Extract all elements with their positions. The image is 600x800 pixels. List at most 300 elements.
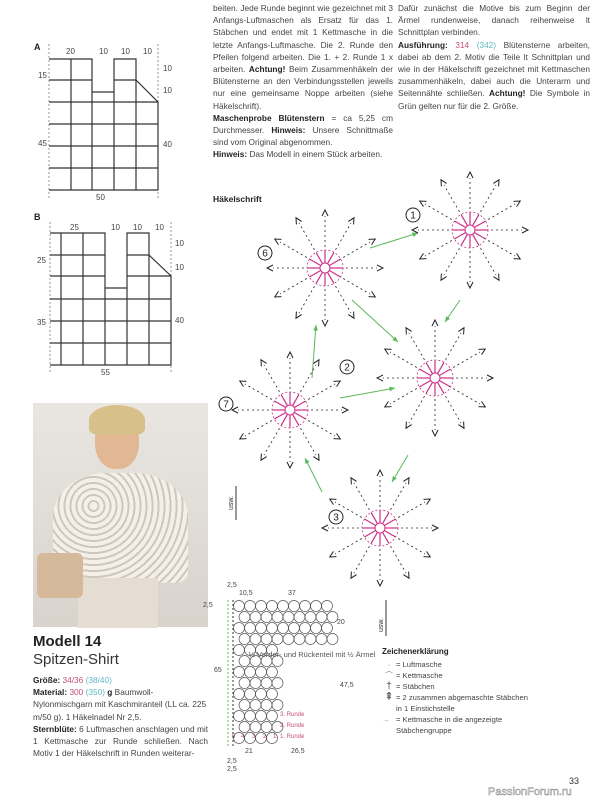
chain-spoke	[390, 352, 421, 370]
chain-spoke	[333, 223, 351, 254]
seq-number: 4	[241, 734, 245, 740]
cluster-icon	[377, 470, 383, 476]
cluster-icon	[296, 218, 302, 225]
chain-spoke	[298, 424, 316, 455]
cluster-icon	[322, 210, 328, 216]
cluster-icon	[441, 180, 447, 187]
motif-circle	[267, 711, 278, 722]
cluster-icon	[261, 360, 267, 367]
treble-stitch	[455, 233, 465, 239]
cluster-icon	[420, 201, 427, 207]
motif-circle	[305, 634, 316, 645]
motif-circle	[322, 623, 333, 634]
chain-spoke	[443, 392, 461, 423]
chain-spoke	[299, 223, 317, 254]
legend-item: † = Stäbchen	[382, 681, 532, 692]
chain-spoke	[409, 333, 427, 364]
ausfuehrung-label: Ausführung:	[398, 39, 448, 50]
motif-circle	[256, 623, 267, 634]
chain-spoke	[333, 282, 351, 313]
dim-label: 40	[163, 140, 172, 149]
dim-label: 35	[37, 318, 46, 327]
cluster-icon	[467, 172, 473, 178]
motif-circle	[322, 601, 333, 612]
dim-label: 45	[38, 139, 47, 148]
chain-spoke	[443, 333, 461, 364]
motif-circle	[316, 634, 327, 645]
round-label: 1. Runde	[280, 734, 305, 740]
motif-circle	[316, 612, 327, 623]
maschenprobe-label: Maschenprobe Blütenstern	[213, 112, 325, 123]
cluster-icon	[441, 274, 447, 281]
achtung-label: Achtung!	[248, 64, 286, 75]
treble-stitch	[438, 363, 444, 373]
chain-spoke	[484, 204, 515, 222]
chain-spoke	[264, 365, 282, 396]
chain-spoke	[304, 384, 335, 402]
treble-stitch	[439, 370, 449, 376]
cluster-icon	[377, 375, 383, 381]
cluster-icon	[412, 227, 418, 233]
hinweis-label: Hinweis:	[271, 125, 306, 136]
dim-label: 2,5	[227, 582, 237, 589]
treble-stitch	[384, 520, 394, 526]
legend-title: Zeichenerklärung	[382, 647, 449, 656]
motif-circle	[256, 667, 267, 678]
treble-stitch	[365, 531, 375, 537]
motif-circle	[267, 689, 278, 700]
motif-number: 2	[344, 362, 350, 374]
legend-item: → = Kettmasche in die angezeigte Stäbchengruppe	[382, 715, 503, 735]
cluster-icon	[296, 312, 302, 319]
crochet-chart-title: Häkelschrift	[213, 194, 262, 204]
cluster-icon	[275, 239, 282, 245]
motif-circle	[239, 678, 250, 689]
round-label: 2. Runde	[280, 723, 305, 729]
cluster-icon	[287, 462, 293, 468]
cluster-icon	[261, 454, 267, 461]
seq-number: 2	[263, 734, 267, 740]
chain-spoke	[484, 238, 515, 256]
cluster-icon	[330, 499, 337, 505]
chain-spoke	[409, 392, 427, 423]
chain-spoke	[425, 238, 456, 256]
schematic-b-label: B	[34, 212, 41, 222]
treble-stitch	[384, 531, 394, 537]
treble-stitch	[427, 382, 433, 392]
treble-stitch	[455, 222, 465, 228]
cluster-icon	[479, 401, 486, 407]
treble-stitch	[317, 253, 323, 263]
chain-spoke	[478, 244, 496, 275]
cluster-icon	[493, 274, 499, 281]
dim-label: 10	[163, 86, 172, 95]
maschenprobe-text: = ca 5,25 cm Durchmesser.	[213, 112, 393, 136]
treble-stitch	[275, 413, 285, 419]
chain-spoke	[298, 365, 316, 396]
treble-stitch	[275, 402, 285, 408]
dim-label: 10	[133, 223, 142, 232]
cluster-icon	[322, 320, 328, 326]
cluster-icon	[348, 218, 354, 225]
arc-icon: ⌒	[385, 671, 393, 680]
cluster-icon	[487, 375, 493, 381]
model-details	[33, 674, 208, 759]
cluster-icon	[403, 478, 409, 485]
motif-circle	[272, 678, 283, 689]
motif-circle	[289, 601, 300, 612]
motif-circle	[234, 689, 245, 700]
dim-label: 10	[175, 263, 184, 272]
cluster-icon: ⇞	[384, 691, 394, 703]
dot-icon: ·	[387, 660, 391, 669]
motif-circle	[250, 722, 261, 733]
center-ring	[465, 225, 475, 235]
motif-circle	[239, 700, 250, 711]
motif-circle	[239, 612, 250, 623]
sternbluete-label: Sternblüte:	[33, 723, 77, 734]
cluster-icon	[334, 381, 341, 387]
dim-label: 10	[121, 47, 130, 56]
motif-circle	[234, 623, 245, 634]
treble-stitch	[473, 215, 479, 225]
treble-stitch	[473, 234, 479, 244]
treble-stitch	[328, 253, 334, 263]
cluster-icon	[406, 328, 412, 335]
chain-spoke	[444, 244, 462, 275]
motif-circle	[311, 623, 322, 634]
model-title: Modell 14	[33, 633, 102, 650]
chain-spoke	[394, 536, 425, 554]
dim-label: 37	[288, 590, 296, 597]
treble-stitch	[420, 381, 430, 387]
treble-stitch	[282, 414, 288, 424]
chain-spoke	[339, 276, 370, 294]
motif-circle	[234, 667, 245, 678]
motif-circle	[267, 667, 278, 678]
chain-spoke	[449, 386, 480, 404]
dim-label: 10	[175, 239, 184, 248]
motif-circle	[256, 689, 267, 700]
motif-circle	[261, 612, 272, 623]
cluster-icon	[514, 253, 521, 259]
green-connection-arrow	[305, 458, 322, 492]
motif-circle	[278, 601, 289, 612]
hinweis-text: Unsere Schnittmaße sind vom Original abgenommen.	[213, 125, 393, 148]
dim-label: 25	[70, 223, 79, 232]
motif-circle	[250, 634, 261, 645]
cluster-icon	[322, 525, 328, 531]
motif-circle	[239, 722, 250, 733]
flower-star-motif	[377, 320, 493, 436]
chain-spoke	[354, 483, 372, 514]
dim-label: 50	[96, 193, 105, 202]
usw-label: usw.	[228, 495, 235, 510]
motif-circle	[283, 634, 294, 645]
chain-spoke	[280, 276, 311, 294]
schematic-a-label: A	[34, 42, 41, 52]
cluster-icon	[342, 407, 348, 413]
arrowhead-icon	[389, 387, 395, 392]
arrowhead-icon	[313, 325, 318, 331]
cluster-icon	[458, 328, 464, 335]
chain-spoke	[304, 418, 335, 436]
treble-stitch	[439, 381, 449, 387]
instruction-text: Beim Zusammenhäkeln der Blütensterne an den Verbindungsstellen jeweils nur eine gemeinsame Noppe arbeiten (siehe Häkelschrift).	[213, 64, 394, 111]
treble-stitch	[329, 260, 339, 266]
motif-circle	[245, 689, 256, 700]
legend	[382, 646, 532, 736]
cluster-icon	[334, 433, 341, 439]
chain-spoke	[449, 352, 480, 370]
dim-label: 10	[111, 223, 120, 232]
cluster-icon	[432, 320, 438, 326]
cluster-icon	[432, 525, 438, 531]
seq-number: 1	[273, 734, 277, 740]
motif-circle	[261, 678, 272, 689]
chain-spoke	[245, 384, 276, 402]
cluster-icon	[287, 352, 293, 358]
motif-circle	[278, 623, 289, 634]
cluster-icon	[267, 265, 273, 271]
size1: 34/36	[62, 675, 84, 685]
material-unit: g	[107, 687, 113, 698]
arrowhead-icon	[445, 316, 450, 322]
layout-caption: ½ Vorder- und Rückenteil mit ½ Ärmel	[248, 650, 376, 659]
flower-star-motif	[412, 172, 528, 288]
dim-label: 2,5	[227, 758, 237, 765]
chain-spoke	[264, 424, 282, 455]
material-label: Material:	[33, 687, 68, 698]
dim-label: 65	[214, 667, 222, 674]
chain-spoke	[280, 242, 311, 260]
center-ring	[430, 373, 440, 383]
treble-stitch	[310, 260, 320, 266]
hinweis-label: Hinweis:	[213, 149, 248, 160]
treble-stitch	[427, 363, 433, 373]
motif-circle	[267, 623, 278, 634]
layout-chart	[200, 575, 380, 775]
page-number: 33	[569, 776, 580, 786]
treble-stitch	[293, 395, 299, 405]
dim-label: 20	[66, 47, 75, 56]
cluster-icon	[240, 433, 247, 439]
motif-circle	[300, 601, 311, 612]
chain-spoke	[354, 542, 372, 573]
dim-label: 20	[337, 619, 345, 626]
green-connection-arrow	[370, 233, 418, 248]
motif-circle	[256, 601, 267, 612]
material-amount1: 300	[69, 687, 84, 698]
motif-circle	[239, 656, 250, 667]
treble-stitch	[438, 382, 444, 392]
usw-label: usw.	[378, 617, 385, 632]
chain-spoke	[245, 418, 276, 436]
instruction-text: beiten. Jede Runde beginnt wie gezeichnet mit 3 Anfangs-Luftmaschen als Ersatz für das 1. Stäbchen und endet mit 1 Kettmasche in die letzte Anfangs-Luftmasche. Die 2. Runde den Pfeilen folgend arbeiten. Die 1. + 2. Runde 1 x arbeiten.	[213, 3, 393, 75]
dim-label: 2,5	[203, 602, 213, 609]
cluster-icon	[432, 430, 438, 436]
treble-stitch	[317, 272, 323, 282]
cluster-icon	[424, 499, 431, 505]
cluster-icon	[275, 291, 282, 297]
motif-circle	[261, 634, 272, 645]
motif-number: 1	[410, 210, 416, 222]
dim-label: 21	[245, 748, 253, 755]
motif-number: 3	[333, 512, 339, 524]
motif-circle	[250, 612, 261, 623]
seq-number: 3	[252, 734, 256, 740]
motif-circle	[245, 711, 256, 722]
count-size1: 314	[455, 39, 470, 50]
motif-circle	[261, 700, 272, 711]
motif-circle	[272, 700, 283, 711]
center-ring	[285, 405, 295, 415]
flower-star-motif	[232, 352, 348, 468]
motif-circle	[234, 711, 245, 722]
flower-star-motif	[322, 470, 438, 586]
hinweis-text: Das Modell in einem Stück arbeiten.	[249, 149, 383, 160]
chain-spoke	[335, 536, 366, 554]
cluster-icon	[458, 422, 464, 429]
dim-label: 55	[101, 368, 110, 377]
motif-circle	[327, 612, 338, 623]
watermark: PassionForum.ru	[488, 786, 572, 798]
cluster-icon	[385, 349, 392, 355]
treble-stitch	[293, 414, 299, 424]
green-connection-arrow	[312, 325, 316, 378]
motif-circle	[327, 634, 338, 645]
dim-label: 15	[38, 71, 47, 80]
treble-stitch	[294, 402, 304, 408]
treble-stitch	[365, 520, 375, 526]
count-size2: (342)	[476, 39, 497, 50]
treble-stitch	[462, 234, 468, 244]
treble-stitch	[282, 395, 288, 405]
treble-stitch	[310, 271, 320, 277]
chain-spoke	[388, 542, 406, 573]
chain-spoke	[478, 185, 496, 216]
treble-stitch	[420, 370, 430, 376]
cluster-icon	[479, 349, 486, 355]
cluster-icon	[351, 478, 357, 485]
center-ring	[320, 263, 330, 273]
dagger-icon: †	[386, 681, 392, 692]
cluster-icon	[313, 360, 319, 367]
treble-stitch	[372, 513, 378, 523]
chain-spoke	[388, 483, 406, 514]
cluster-icon	[240, 381, 247, 387]
cluster-icon	[514, 201, 521, 207]
cluster-icon	[385, 401, 392, 407]
cluster-icon	[467, 282, 473, 288]
motif-circle	[245, 623, 256, 634]
dim-label: 10,5	[239, 590, 253, 597]
sternbluete-text: 6 Luftmaschen anschlagen und mit 1 Kettmasche zur Runde schließen. Nach Motiv 1 der Häkelschrift in Runden weiterar-	[33, 723, 209, 759]
cluster-icon	[369, 239, 376, 245]
treble-stitch	[474, 233, 484, 239]
motif-circle	[300, 623, 311, 634]
treble-stitch	[372, 532, 378, 542]
motif-circle	[267, 601, 278, 612]
cluster-icon	[424, 551, 431, 557]
motif-circle	[256, 711, 267, 722]
motif-circle	[272, 612, 283, 623]
treble-stitch	[328, 272, 334, 282]
treble-stitch	[474, 222, 484, 228]
chain-spoke	[299, 282, 317, 313]
material-text: Baumwoll-Nylonmischgarn mit Kaschmiranteil (LL ca. 225 m/50 g). 1 Häkelnadel Nr 2,5.	[33, 687, 207, 722]
cluster-icon	[369, 291, 376, 297]
dim-label: 26,5	[291, 748, 305, 755]
cluster-icon	[493, 180, 499, 187]
legend-item: ⇞ = 2 zusammen abgemaschte Stäbchen in 1 Einstichstelle	[382, 692, 532, 714]
motif-circle	[245, 601, 256, 612]
dim-label: 25	[37, 256, 46, 265]
cluster-icon	[406, 422, 412, 429]
instruction-text: Die Symbole in Grün gelten nur für die 2. Größe.	[398, 88, 590, 111]
dim-label: 10	[99, 47, 108, 56]
model-photo	[33, 403, 208, 627]
cluster-icon	[403, 572, 409, 579]
cluster-icon	[377, 265, 383, 271]
achtung-label: Achtung!	[489, 88, 526, 99]
motif-circle	[294, 634, 305, 645]
motif-circle	[239, 634, 250, 645]
motif-circle	[283, 612, 294, 623]
motif-circle	[272, 634, 283, 645]
motif-circle	[250, 700, 261, 711]
round-label: 3. Runde	[280, 712, 305, 718]
motif-circle	[289, 623, 300, 634]
material-amount2: (350)	[85, 687, 105, 698]
chain-spoke	[444, 185, 462, 216]
motif-number: 7	[223, 399, 229, 411]
dim-label: 47,5	[340, 682, 354, 689]
motif-circle	[294, 612, 305, 623]
dim-label: 10	[143, 47, 152, 56]
motif-circle	[234, 645, 245, 656]
treble-stitch	[383, 532, 389, 542]
cluster-icon	[348, 312, 354, 319]
green-arrow-icon: →	[382, 715, 390, 724]
cluster-icon	[522, 227, 528, 233]
green-connection-arrow	[340, 388, 395, 398]
motif-circle	[245, 667, 256, 678]
center-ring	[375, 523, 385, 533]
model-subtitle: Spitzen-Shirt	[33, 651, 119, 668]
groesse-label: Größe:	[33, 675, 61, 685]
chain-spoke	[394, 502, 425, 520]
motif-circle	[261, 722, 272, 733]
cluster-icon	[330, 551, 337, 557]
dim-label: 40	[175, 316, 184, 325]
seq-number: 5	[232, 734, 236, 740]
cluster-icon	[420, 253, 427, 259]
treble-stitch	[294, 413, 304, 419]
legend-item: · = Luftmasche	[382, 659, 532, 670]
motif-circle	[250, 678, 261, 689]
flower-star-motif	[267, 210, 383, 326]
motif-circle	[305, 612, 316, 623]
chain-spoke	[339, 242, 370, 260]
motif-circle	[311, 601, 322, 612]
dim-label: 10	[163, 64, 172, 73]
instruction-text: Blütensterne arbeiten, dabei ab dem 2. Motiv die Teile lt Schnittplan und wie in der Häkelschrift gezeichnet mit Kettmaschen zusammenhäkeln, dabei auch die Unterarm und Seitennähte schließen.	[398, 39, 590, 99]
green-connection-arrow	[352, 300, 398, 342]
size2: (38/40)	[85, 675, 112, 685]
treble-stitch	[383, 513, 389, 523]
motif-number: 6	[262, 248, 268, 260]
